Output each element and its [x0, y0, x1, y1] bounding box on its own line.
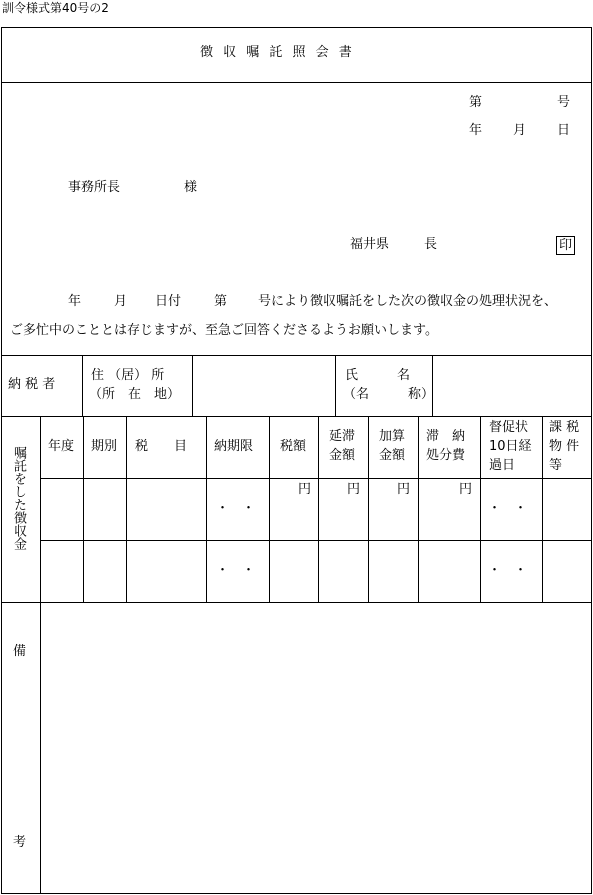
number-suffix: 号 — [557, 95, 571, 110]
date-month: 月 — [513, 123, 527, 138]
frame-left — [1, 27, 2, 894]
yen-tax: 円 — [298, 482, 312, 497]
row-divider — [40, 540, 592, 541]
col-notice: 督促状 10日経 過日 — [489, 420, 532, 473]
col-delay: 延滞 金額 — [329, 429, 356, 463]
address-label-1: 住 （居） 所 — [91, 368, 165, 383]
form-reference: 訓令様式第40号の2 — [2, 1, 109, 15]
title-divider — [1, 82, 592, 83]
frame-top — [1, 27, 592, 28]
body-line2: ご多忙中のこととは存じますが、至急ご回答くださるようお願いします。 — [10, 323, 438, 338]
body-month: 月 — [114, 294, 128, 309]
addressee-honorific: 様 — [184, 180, 198, 195]
levy-side-label: 嘱託をした徴収金 — [11, 446, 26, 550]
col-taxable-items: 課 税 物 件 等 — [549, 420, 580, 473]
col-year: 年度 — [48, 439, 75, 454]
col-due-date: 納期限 — [214, 439, 254, 454]
col-disposition: 滞 納 処分費 — [426, 429, 466, 463]
addressee-office: 事務所長 — [68, 180, 121, 195]
due-date-dots-2: ・ ・ — [216, 563, 256, 578]
sender-prefecture: 福井県 — [350, 237, 390, 252]
notice-date-dots-2: ・ ・ — [488, 563, 528, 578]
frame-bottom — [1, 893, 592, 894]
document-title: 徴 収 嘱 託 照 会 書 — [200, 45, 355, 60]
body-date: 日付 — [155, 294, 182, 309]
remarks-label-bottom: 考 — [13, 835, 27, 850]
date-day: 日 — [557, 123, 571, 138]
remarks-label-top: 備 — [13, 644, 27, 659]
taxpayer-bottom — [1, 416, 592, 417]
sender-title: 長 — [424, 237, 438, 252]
col-period: 期別 — [91, 439, 118, 454]
body-no: 第 — [214, 294, 228, 309]
yen-delay: 円 — [347, 482, 361, 497]
side-divider — [40, 416, 41, 894]
yen-addition: 円 — [397, 482, 411, 497]
yen-disposition: 円 — [459, 482, 473, 497]
taxpayer-top — [1, 355, 592, 356]
address-label-2: （所 在 地） — [89, 387, 181, 402]
header-row-divider — [40, 478, 592, 479]
number-prefix: 第 — [469, 95, 483, 110]
taxpayer-label: 納 税 者 — [8, 377, 56, 392]
notice-date-dots-1: ・ ・ — [488, 501, 528, 516]
due-date-dots-1: ・ ・ — [216, 501, 256, 516]
name-label-1: 氏 名 — [345, 368, 411, 383]
col-tax-item: 税 目 — [135, 439, 188, 454]
date-year: 年 — [469, 123, 483, 138]
table-bottom — [1, 602, 592, 603]
frame-right — [591, 27, 592, 894]
col-addition: 加算 金額 — [379, 429, 406, 463]
name-label-2: （名 称） — [343, 387, 435, 402]
col-tax-amount: 税額 — [280, 439, 307, 454]
body-year: 年 — [68, 294, 82, 309]
seal-mark: 印 — [556, 236, 575, 255]
body-line1-rest: 号により徴収嘱託をした次の徴収金の処理状況を、 — [258, 294, 558, 309]
